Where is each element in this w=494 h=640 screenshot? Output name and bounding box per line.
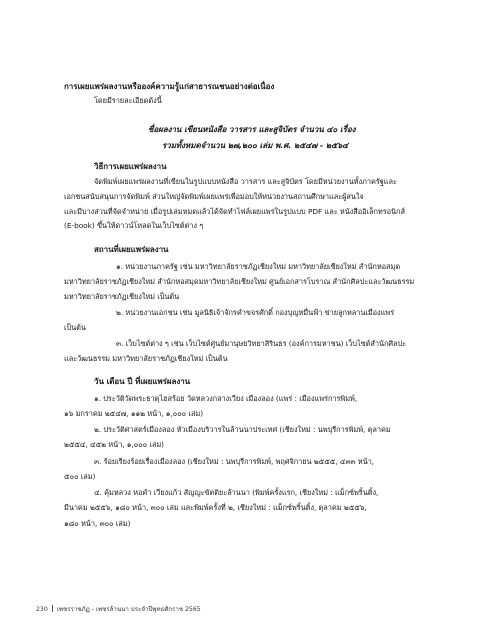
dates-line: ๕๐๐ เล่ม) [64,472,96,481]
work-total: รวมทั้งหมดจำนวน ๒๗,๒๐๐ เล่ม พ.ศ. ๒๕๔๗ - ๒๕๖๔ [162,141,349,150]
dates-line: ๒. ประวัติศาสตร์เมืองลอง หัวเมืองบริวารในล้านนาประเทศ (เชียงใหม่ : นพบุรีการพิมพ์, ตุลาคม [94,425,391,434]
dates-line: มีนาคม ๒๕๕๖, ๑๘๐ หน้า, ๓๐๐ เล่ม และพิมพ์ครั้งที่ ๒, เชียงใหม่ : แม็กซ์พริ้นติ้ง, ตุลาคม ๒๕๕๖, [64,503,367,512]
method-line: เอกชนสนับสนุนการจัดพิมพ์ ส่วนใหญ่จัดพิมพ์เผยแพร่เพื่อมอบให้หน่วยงานสถานศึกษาและผู้สนใจ [64,192,364,201]
places-line: ๑. หน่วยงานภาครัฐ เช่น มหาวิทยาลัยราชภัฏเชียงใหม่ มหาวิทยาลัยเชียงใหม่ สำนักหอสมุด [116,262,401,271]
work-title: ชื่อผลงาน เขียนหนังสือ วารสาร และสูจิบัตร จำนวน ๔๐ เรื่อง [148,125,356,134]
dates-line: ๑๖ มกราคม ๒๕๔๗, ๑๑๒ หน้า, ๑,๐๐๐ เล่ม) [64,409,204,418]
dates-line: ๓. ร้อยเรียงร้อยเรื่องเมืองลอง (เชียงใหม่ : นพบุรีการพิมพ์, พฤศจิกายน ๒๕๕๕, ๔๓๓ หน้า, [94,457,374,466]
section-heading: การเผยแพร่ผลงานหรือองค์ความรู้แก่สาธารณชนอย่างต่อเนื่อง [64,82,275,91]
dates-line: ๒๕๕๔, ๔๕๒ หน้า, ๑,๐๐๐ เล่ม) [64,440,165,449]
method-line: และมีบางส่วนที่จัดจำหน่าย เมื่อรูปเล่มหมดแล้วได้จัดทำไฟล์เผยแพร่ในรูปแบบ PDF และ หนังสืออิเล็กทรอนิกส์ [64,207,405,216]
page-footer [36,604,201,614]
dates-line: ๔. คุ้มหลวง หอคำ เวียงแก้ว สัญญะขัตติยะล้านนา (พิมพ์ครั้งแรก, เชียงใหม่ : แม็กซ์พริ้นติ้ง, [94,488,379,497]
method-line: จัดพิมพ์เผยแพร่ผลงานที่เขียนในรูปแบบหนังสือ วารสาร และสูจิบัตร โดยมีหน่วยงานทั้งภาครัฐและ [94,177,397,186]
places-line: ๒. หน่วยงานเอกชน เช่น มูลนิธิเจ้าจักรคำขจรศักดิ์ กองบุญหมื่นฟ้า ข่ายลูกหลานเมืองแพร่ [116,308,395,317]
method-line: (E-book) ขึ้นให้ดาวน์โหลดในเว็บไซต์ต่าง ๆ [64,221,204,230]
section-heading-sub: โดยมีรายละเอียดดังนี้ [94,96,162,105]
places-line: และวัฒนธรรม มหาวิทยาลัยราชภัฏเชียงใหม่ เป็นต้น [64,354,228,363]
places-line: ๓. เว็บไซต์ต่าง ๆ เช่น เว็บไซต์ศูนย์มานุษยวิทยาสิรินธร (องค์การมหาชน) เว็บไซต์สำนักศิลปะ [116,339,407,348]
places-line: มหาวิทยาลัยราชภัฏเชียงใหม่ เป็นต้น [64,292,180,301]
footer-text: เพชรราชภัฏ - เพชรล้านนา ประจำปีพุทธศักราช 2565 [56,606,201,613]
dates-line: ๑. ประวัติวัดพระธาตุไฮสร้อย วัดหลวงกลางเวียง เมืองลอง (แพร่ : เมืองแพร่การพิมพ์, [94,394,358,403]
places-line: มหาวิทยาลัยราชภัฏเชียงใหม่ สำนักหอสมุดมหาวิทยาลัยเชียงใหม่ ศูนย์เอกสารโบราณ สำนักศิลปะและวัฒนธรรม [64,277,415,286]
dates-line: ๑๘๐ หน้า, ๓๐๐ เล่ม) [64,519,131,528]
method-title: วิธีการเผยแพร่ผลงาน [94,162,167,171]
footer-divider [52,605,53,612]
places-title: สถานที่เผยแพร่ผลงาน [94,245,169,254]
places-line: เป็นต้น [64,323,86,332]
page-number: 230 [36,606,48,613]
dates-title: วัน เดือน ปี ที่เผยแพร่ผลงาน [94,377,191,386]
